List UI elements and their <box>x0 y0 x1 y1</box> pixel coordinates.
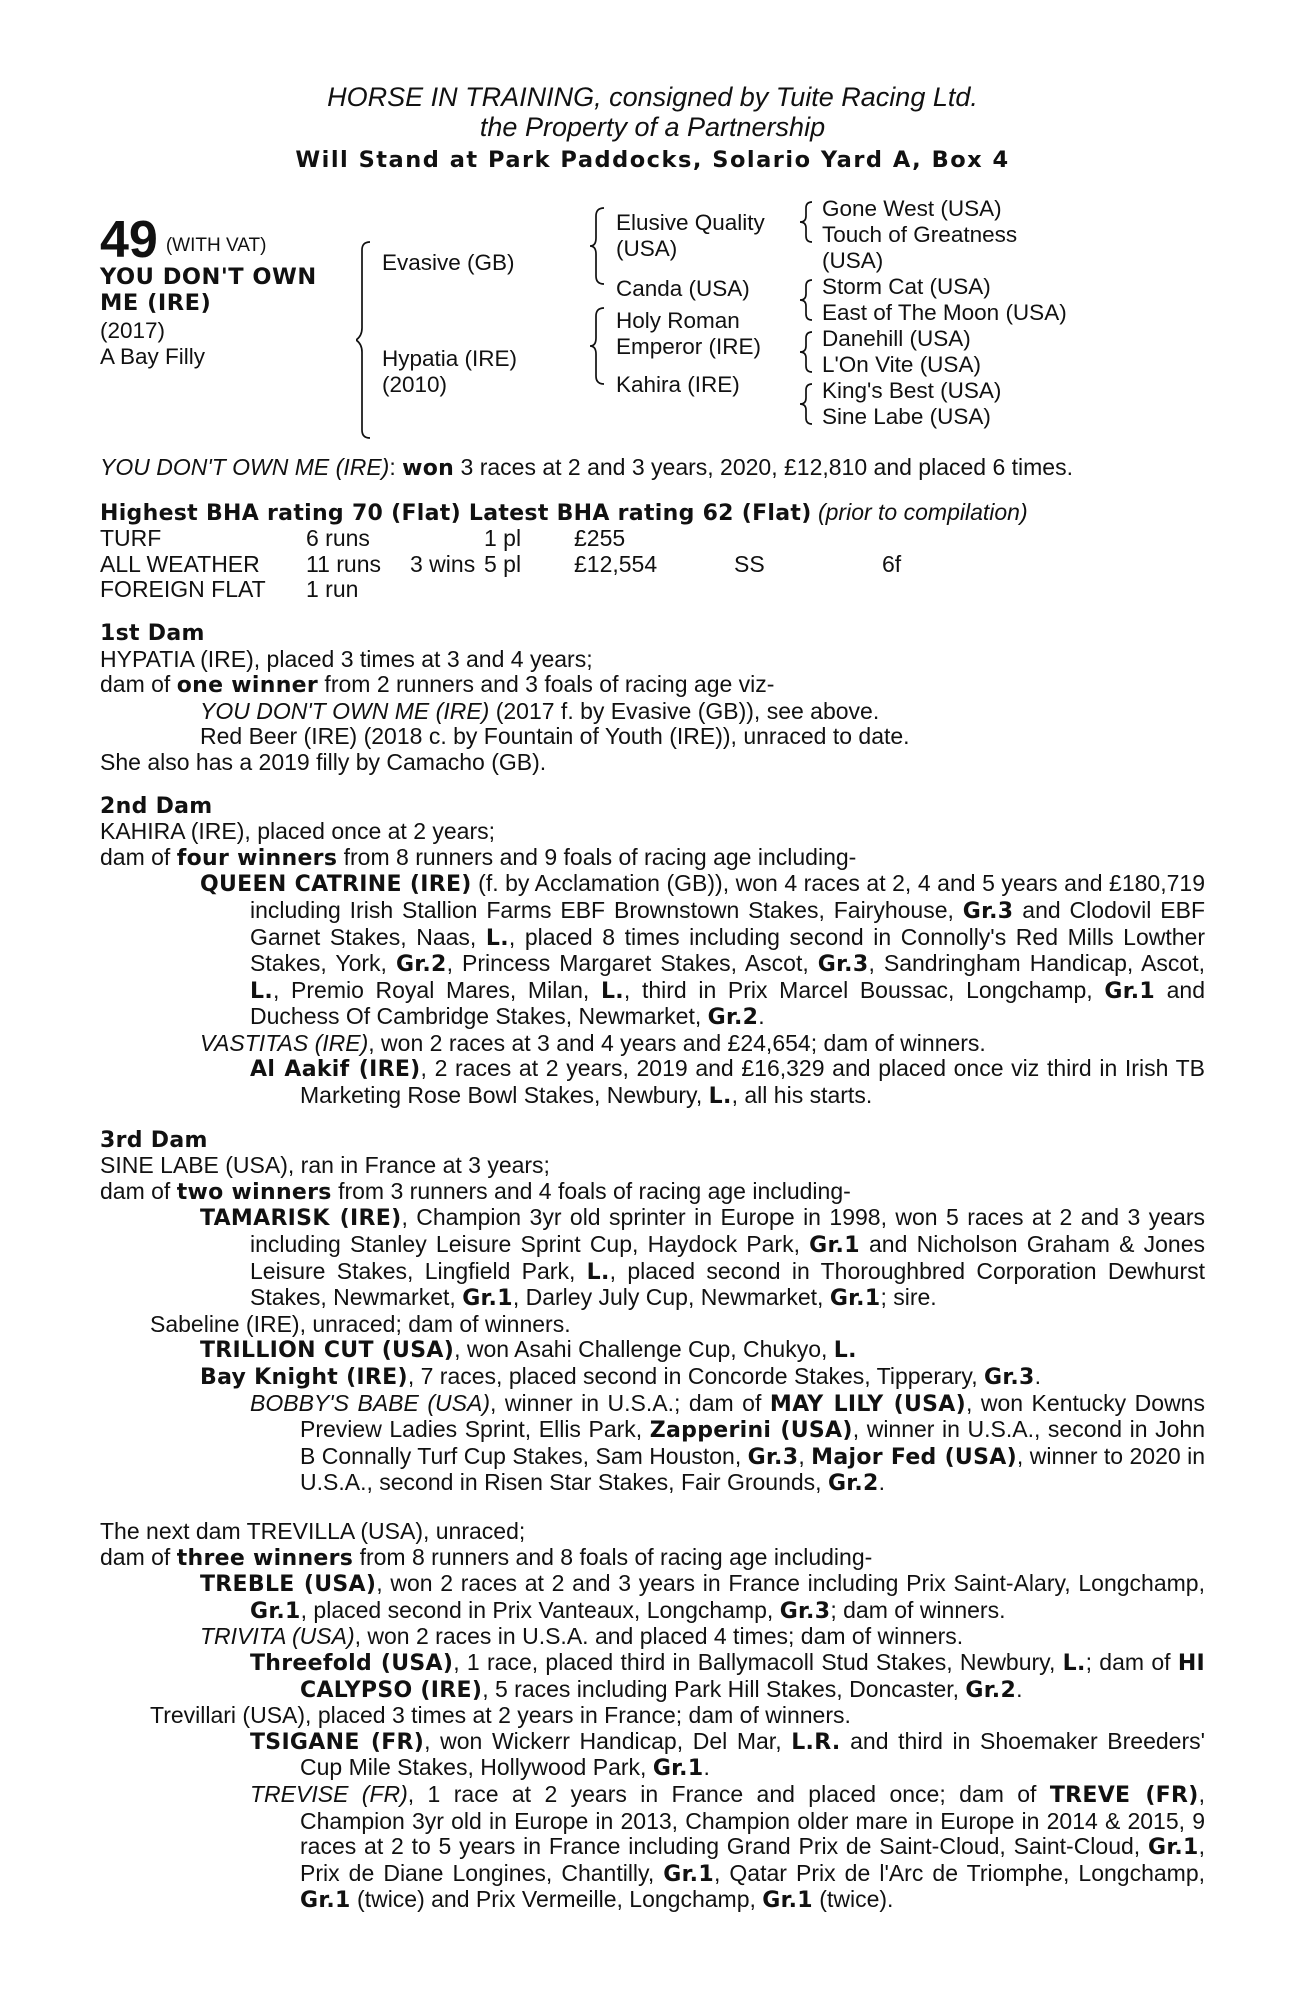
granddam-sine-labe: Sine Labe (USA) <box>822 404 991 429</box>
progeny-red-beer: Red Beer (IRE) (2018 c. by Fountain of Youth (IRE)), unraced to date. <box>200 723 910 750</box>
grandsire-danehill: Danehill (USA) <box>822 326 971 351</box>
brace-sire-dam <box>356 240 376 440</box>
progeny-bay-knight: Bay Knight (IRE), 7 races, placed second in Concorde Stakes, Tipperary, Gr.3. <box>200 1363 1042 1390</box>
property-line: the Property of a Partnership <box>479 112 826 142</box>
progeny-trivita: TRIVITA (USA), won 2 races in U.S.A. and placed 4 times; dam of winners. <box>200 1623 964 1650</box>
horse-name-line2: ME (IRE) <box>100 290 212 316</box>
second-dam-section: 2nd Dam KAHIRA (IRE), placed once at 2 years; dam of four winners from 8 runners and 9 foals of racing age including- QUEEN CATRINE (IRE) (f. by Acclamation (GB)), won 4 races at 2, 4 and 5 years and £180,719 including Irish Stallion Farms EBF Brownstown Stakes, Fairyhouse, Gr.3 and Clodovil EBF Garnet Stakes, Naas, L., placed 8 times including second in Connolly's Red Mills Lowther Stakes, York, Gr.2, Princess Margaret Stakes, Ascot, Gr.3, Sandringham Handicap, Ascot, L., Premio Royal Mares, Milan, L., third in Prix Marcel Boussac, Longchamp, Gr.1 and Duchess Of Cambridge Stakes, Newmarket, Gr.2. VASTITAS (IRE), won 2 races at 3 and 4 years and £24,654; dam of winners. Al Aakif (IRE), 2 races at 2 years, 2019 and £16,329 and placed once viz third in Irish TB Marketing Rose Bowl Stakes, Newbury, L., all his starts. <box>100 793 1206 1110</box>
pedigree-block <box>100 196 1205 451</box>
progeny-vastitas: VASTITAS (IRE), won 2 races at 3 and 4 years and £24,654; dam of winners. <box>200 1029 986 1056</box>
dam-sire-line2: Emperor (IRE) <box>616 334 762 359</box>
brace-sire-parents <box>590 206 610 286</box>
grandsire-gone-west: Gone West (USA) <box>822 196 1002 221</box>
fourth-dam-section: The next dam TREVILLA (USA), unraced; dam of three winners from 8 runners and 8 foals of racing age including- TREBLE (USA), won 2 races at 2 and 3 years in France including Prix Saint-Alary, Longchamp, Gr.1, placed second in Prix Vanteaux, Longchamp, Gr.3; dam of winners. TRIVITA (USA), won 2 races in U.S.A. and placed 4 times; dam of winners. Threefold (USA), 1 race, placed third in Ballymacoll Stud Stakes, Newbury, L.; dam of HI CALYPSO (IRE), 5 races including Park Hill Stakes, Doncaster, Gr.2. Trevillari (USA), placed 3 times at 2 years in France; dam of winners. TSIGANE (FR), won Wickerr Handicap, Del Mar, L.R. and third in Shoemaker Breeders' Cup Mile Stakes, Hollywood Park, Gr.1. TREVISE (FR), 1 race at 2 years in France and placed once; dam of TREVE (FR), Champion 3yr old in Europe in 2013, Champion older mare in Europe in 2014 & 2015, 9 races at 2 to 5 years in France including Grand Prix de Saint-Cloud, Saint-Cloud, Gr.1, Prix de Diane Longines, Chantilly, Gr.1, Qatar Prix de l'Arc de Triomphe, Longchamp, Gr.1 (twice) and Prix Vermeille, Longchamp, Gr.1 (twice). <box>100 1517 1206 1914</box>
granddam-touch-of-greatness-line1: Touch of Greatness <box>822 222 1018 247</box>
grandsire-storm-cat: Storm Cat (USA) <box>822 274 991 299</box>
brace-g2 <box>800 278 816 322</box>
horse-name-line1: YOU DON'T OWN <box>100 264 317 290</box>
progeny-trevise: TREVISE (FR), 1 race at 2 years in France and placed once; dam of TREVE (FR), Champion 3yr old in Europe in 2013, Champion older mare in Europe in 2014 & 2015, 9 races at 2 to 5 years in France including Grand Prix de Saint-Cloud, Saint-Cloud, Gr.1, Prix de Diane Longines, Chantilly, Gr.1, Qatar Prix de l'Arc de Triomphe, Longchamp, Gr.1 (twice) and Prix Vermeille, Longchamp, Gr.1 (twice). <box>250 1780 1205 1914</box>
brace-g4 <box>800 382 816 426</box>
third-dam-heading: 3rd Dam <box>100 1127 208 1153</box>
progeny-al-aakif: Al Aakif (IRE), 2 races at 2 years, 2019 and £16,329 and placed once viz third in Irish TB Marketing Rose Bowl Stakes, Newbury, L., all his starts. <box>250 1055 1206 1110</box>
horse-description: A Bay Filly <box>100 344 206 369</box>
filly-note: She also has a 2019 filly by Camacho (GB). <box>100 748 547 775</box>
dam-dam-name: Kahira (IRE) <box>616 372 740 397</box>
progeny-tamarisk: TAMARISK (IRE), Champion 3yr old sprinter in Europe in 1998, won 5 races at 2 and 3 years including Stanley Leisure Sprint Cup, Haydock Park, Gr.1 and Nicholson Graham & Jones Leisure Stakes, Lingfield Park, L., placed second in Thoroughbred Corporation Dewhurst Stakes, Newmarket, Gr.1, Darley July Cup, Newmarket, Gr.1; sire. <box>200 1204 1205 1312</box>
progeny-trillion-cut: TRILLION CUT (USA), won Asahi Challenge Cup, Chukyo, L. <box>200 1336 857 1364</box>
second-dam-heading: 2nd Dam <box>100 793 213 819</box>
dam-year: (2010) <box>382 372 448 397</box>
catalogue-page <box>100 82 1205 1914</box>
progeny-bobbys-babe: BOBBY'S BABE (USA), winner in U.S.A.; dam of MAY LILY (USA), won Kentucky Downs Preview Ladies Sprint, Ellis Park, Zapperini (USA), winner in U.S.A., second in John B Connally Turf Cup Stakes, Sam Houston, Gr.3, Major Fed (USA), winner to 2020 in U.S.A., second in Risen Star Stakes, Fair Grounds, Gr.2. <box>250 1389 1206 1497</box>
first-dam-heading: 1st Dam <box>100 620 205 646</box>
progeny-trevillari: Trevillari (USA), placed 3 times at 2 years in France; dam of winners. <box>150 1702 851 1729</box>
grandsire-kings-best: King's Best (USA) <box>822 378 1002 403</box>
progeny-threefold: Threefold (USA), 1 race, placed third in Ballymacoll Stud Stakes, Newbury, L.; dam of HI CALYPSO (IRE), 5 races including Park Hill Stakes, Doncaster, Gr.2. <box>250 1648 1206 1703</box>
progeny-you-dont-own-me: YOU DON'T OWN ME (IRE) (2017 f. by Evasive (GB)), see above. <box>200 697 880 724</box>
page-header <box>100 82 1205 176</box>
race-summary: YOU DON'T OWN ME (IRE): won 3 races at 2 and 3 years, 2020, £12,810 and placed 6 times. <box>100 454 1073 481</box>
granddam-touch-of-greatness-line2: (USA) <box>822 248 884 273</box>
progeny-sabeline: Sabeline (IRE), unraced; dam of winners. <box>150 1310 571 1337</box>
horse-year: (2017) <box>100 318 166 343</box>
ratings-table <box>100 526 901 603</box>
dam-name: Hypatia (IRE) <box>382 346 518 371</box>
granddam-lon-vite: L'On Vite (USA) <box>822 352 981 377</box>
sire-sire-line2: (USA) <box>616 236 678 261</box>
consignor-line: HORSE IN TRAINING, consigned by Tuite Racing Ltd. <box>327 82 978 112</box>
brace-g1 <box>800 200 816 244</box>
sire-sire-line1: Elusive Quality <box>616 210 765 235</box>
ratings-row-all-weather: ALL WEATHER 11 runs 3 wins 5 pl £12,554 SS 6f <box>100 550 902 577</box>
progeny-tsigane: TSIGANE (FR), won Wickerr Handicap, Del Mar, L.R. and third in Shoemaker Breeders' Cup Mile Stakes, Hollywood Park, Gr.1. <box>250 1727 1205 1782</box>
location-line: Will Stand at Park Paddocks, Solario Yard A, Box 4 <box>295 147 1010 173</box>
ratings-row-turf: TURF 6 runs 1 pl £255 <box>100 525 626 552</box>
lot-number: 49 <box>100 211 158 269</box>
progeny-treble: TREBLE (USA), won 2 races at 2 and 3 years in France including Prix Saint-Alary, Longchamp, Gr.1, placed second in Prix Vanteaux, Longchamp, Gr.3; dam of winners. <box>200 1570 1205 1624</box>
granddam-east-of-the-moon: East of The Moon (USA) <box>822 300 1067 325</box>
lot-number-line <box>100 211 267 269</box>
sire-dam-name: Canda (USA) <box>616 276 750 301</box>
ratings-row-foreign-flat: FOREIGN FLAT 1 run <box>100 576 359 603</box>
vat-note: (WITH VAT) <box>165 235 267 256</box>
first-dam-section: 1st Dam HYPATIA (IRE), placed 3 times at 3 and 4 years; dam of one winner from 2 runners and 3 foals of racing age viz- YOU DON'T OWN ME (IRE) (2017 f. by Evasive (GB)), see above. Red Beer (IRE) (2018 c. by Fountain of Youth (IRE)), unraced to date. She also has a 2019 filly by Camacho (GB). <box>100 621 1205 776</box>
ratings-heading: Highest BHA rating 70 (Flat) Latest BHA rating 62 (Flat) (prior to compilation) <box>100 498 1028 526</box>
progeny-queen-catrine: QUEEN CATRINE (IRE) (f. by Acclamation (GB)), won 4 races at 2, 4 and 5 years and £180,719 including Irish Stallion Farms EBF Brownstown Stakes, Fairyhouse, Gr.3 and Clodovil EBF Garnet Stakes, Naas, L., placed 8 times including second in Connolly's Red Mills Lowther Stakes, York, Gr.2, Princess Margaret Stakes, Ascot, Gr.3, Sandringham Handicap, Ascot, L., Premio Royal Mares, Milan, L., third in Prix Marcel Boussac, Longchamp, Gr.1 and Duchess Of Cambridge Stakes, Newmarket, Gr.2. <box>200 870 1206 1031</box>
sire-name: Evasive (GB) <box>382 250 515 275</box>
brace-g3 <box>800 330 816 374</box>
brace-dam-parents <box>590 306 610 386</box>
dam-sire-line1: Holy Roman <box>616 308 740 333</box>
third-dam-section: 3rd Dam SINE LABE (USA), ran in France at 3 years; dam of two winners from 3 runners and 4 foals of racing age including- TAMARISK (IRE), Champion 3yr old sprinter in Europe in 1998, won 5 races at 2 and 3 years including Stanley Leisure Sprint Cup, Haydock Park, Gr.1 and Nicholson Graham & Jones Leisure Stakes, Lingfield Park, L., placed second in Thoroughbred Corporation Dewhurst Stakes, Newmarket, Gr.1, Darley July Cup, Newmarket, Gr.1; sire. Sabeline (IRE), unraced; dam of winners. TRILLION CUT (USA), won Asahi Challenge Cup, Chukyo, L. Bay Knight (IRE), 7 races, placed second in Concorde Stakes, Tipperary, Gr.3. BOBBY'S BABE (USA), winner in U.S.A.; dam of MAY LILY (USA), won Kentucky Downs Preview Ladies Sprint, Ellis Park, Zapperini (USA), winner in U.S.A., second in John B Connally Turf Cup Stakes, Sam Houston, Gr.3, Major Fed (USA), winner to 2020 in U.S.A., second in Risen Star Stakes, Fair Grounds, Gr.2. <box>100 1127 1206 1497</box>
ratings-section <box>100 500 1205 603</box>
